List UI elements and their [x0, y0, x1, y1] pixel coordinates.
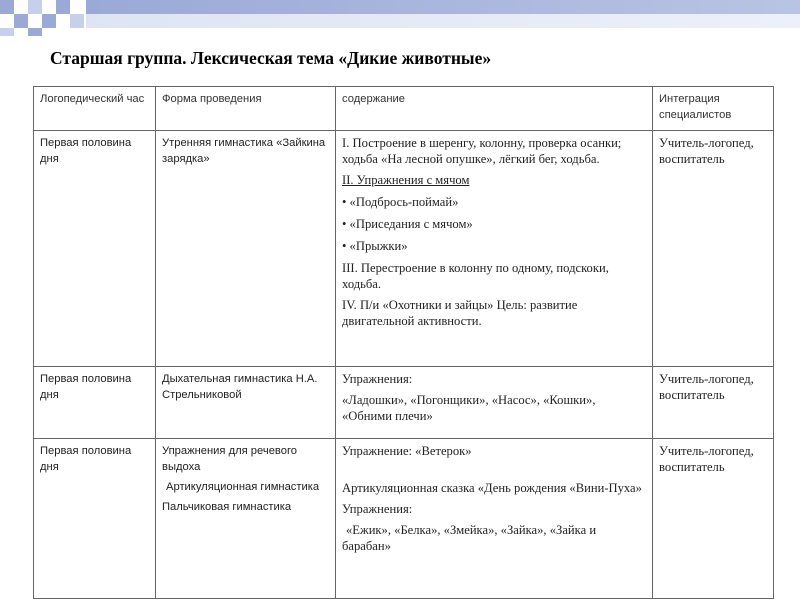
content-line: II. Упражнения с мячом — [342, 173, 470, 187]
slide-title: Старшая группа. Лексическая тема «Дикие животные» — [50, 48, 492, 68]
content-cell — [336, 131, 653, 367]
form-cell — [156, 367, 336, 439]
form-line: Упражнения для речевого выдоха — [162, 445, 298, 473]
deco-square — [42, 14, 56, 28]
deco-square — [28, 28, 42, 36]
content-cell — [336, 367, 653, 439]
time-cell: Первая половина дня — [34, 439, 156, 599]
form-cell — [156, 439, 336, 599]
content-line: I. Построение в шеренгу, колонну, проверка осанки; ходьба «На лесной опушке», лёгкий бег, ходьба. — [342, 136, 622, 166]
specialists-cell: Учитель-логопед, воспитатель — [653, 367, 774, 439]
content-line: III. Перестроение в колонну по одному, подскоки, ходьба. — [342, 261, 609, 291]
time-cell: Первая половина дня — [34, 367, 156, 439]
content-line: Упражнения: — [342, 372, 413, 386]
content-line: Упражнения: — [342, 502, 413, 516]
header-cell: содержание — [336, 87, 653, 131]
header-decoration — [0, 0, 800, 40]
content-line: • «Приседания с мячом» — [342, 217, 473, 231]
deco-square — [56, 0, 70, 14]
content-line: «Ладошки», «Погонщики», «Насос», «Кошки», «Обними плечи» — [342, 393, 596, 423]
deco-band-light — [86, 14, 800, 28]
content-line: IV. П/и «Охотники и зайцы» Цель: развитие двигательной активности. — [342, 298, 578, 328]
table-row — [34, 439, 774, 599]
specialists-cell: Учитель-логопед, воспитатель — [653, 131, 774, 367]
form-cell — [156, 131, 336, 367]
spacer — [342, 464, 646, 480]
header-cell: Логопедический час — [34, 87, 156, 131]
content-line: • «Прыжки» — [342, 239, 408, 253]
table-header-row — [34, 87, 774, 131]
form-line: Артикуляционная гимнастика — [166, 481, 320, 493]
table-row — [34, 367, 774, 439]
deco-band-dark — [86, 0, 800, 14]
form-line: Пальчиковая гимнастика — [162, 501, 292, 513]
header-cell: Интеграция специалистов — [653, 87, 774, 131]
form-line: Утренняя гимнастика «Зайкина зарядка» — [162, 137, 326, 165]
time-cell: Первая половина дня — [34, 131, 156, 367]
content-line: Артикуляционная сказка «День рождения «Вини-Пуха» — [342, 481, 642, 495]
specialists-cell: Учитель-логопед, воспитатель — [653, 439, 774, 599]
deco-square — [0, 28, 14, 36]
deco-square — [0, 0, 14, 14]
content-line: «Ежик», «Белка», «Змейка», «Зайка», «Зайка и барабан» — [342, 523, 597, 553]
header-cell: Форма проведения — [156, 87, 336, 131]
form-line: Дыхательная гимнастика Н.А. Стрельниковой — [162, 373, 318, 401]
content-cell — [336, 439, 653, 599]
deco-square — [28, 0, 42, 14]
deco-square — [14, 14, 28, 28]
deco-square — [70, 14, 84, 28]
content-line: • «Подбрось-поймай» — [342, 195, 459, 209]
content-line: Упражнение: «Ветерок» — [342, 444, 472, 458]
table-row — [34, 131, 774, 367]
lesson-plan-table — [33, 86, 774, 599]
